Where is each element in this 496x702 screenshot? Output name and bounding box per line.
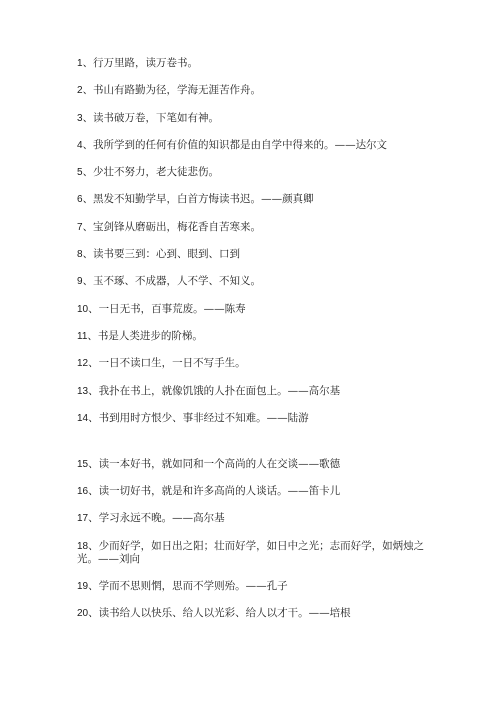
quote-text: 、少壮不努力，老大徒悲伤。 xyxy=(82,166,220,179)
quote-text: 、书是人类进步的阶梯。 xyxy=(87,329,203,342)
quote-number: 1 xyxy=(77,58,83,69)
quote-text: 、学而不思则惘，思而不学则殆。 xyxy=(88,580,246,593)
quote-item xyxy=(77,485,432,498)
quote-item xyxy=(77,330,432,343)
quote-author: ——达尔文 xyxy=(334,138,388,151)
quote-author: ——培根 xyxy=(308,607,351,620)
quote-item xyxy=(77,139,432,152)
quote-number: 9 xyxy=(77,276,83,288)
quote-item xyxy=(77,57,432,70)
quote-number: 3 xyxy=(77,112,83,124)
quote-text: 、读一切好书，就是和许多高尚的人谈话。 xyxy=(88,485,288,498)
quote-item xyxy=(77,248,432,261)
quote-number: 18 xyxy=(77,540,89,552)
quote-number: 10 xyxy=(77,303,89,315)
quote-item xyxy=(77,458,432,471)
quote-text: 、宝剑锋从磨砺出，梅花香自苦寒来。 xyxy=(82,220,262,233)
quote-text: 、读书要三到：心到、眼到、口到 xyxy=(82,248,241,261)
quote-number: 19 xyxy=(77,581,89,593)
quote-item xyxy=(77,357,432,370)
quote-number: 15 xyxy=(77,458,89,470)
quote-item xyxy=(77,540,432,566)
quote-item xyxy=(77,412,432,425)
quote-author: ——歌德 xyxy=(298,457,341,470)
quote-text: 、一日不读口生，一日不写手生。 xyxy=(88,357,246,370)
quote-item xyxy=(77,607,432,620)
quote-text: 、一日无书，百事荒废。 xyxy=(88,302,204,315)
quote-item xyxy=(77,221,432,234)
quote-number: 6 xyxy=(77,194,83,206)
quote-item xyxy=(77,166,432,179)
quote-text: 、书山有路勤为径，学海无涯苦作舟。 xyxy=(82,84,262,97)
quote-author: ——高尔基 xyxy=(287,384,341,397)
quote-author: ——孔子 xyxy=(245,580,288,593)
quote-item xyxy=(77,275,432,288)
quote-number: 8 xyxy=(77,249,83,261)
quote-text: 、我所学到的任何有价值的知识都是由自学中得来的。 xyxy=(82,138,335,151)
quote-number: 13 xyxy=(77,385,89,397)
quote-number: 2 xyxy=(77,85,83,97)
quote-item xyxy=(77,193,432,206)
quote-text: 、我扑在书上，就像饥饿的人扑在面包上。 xyxy=(88,384,288,397)
quote-text: 、黑发不知勤学早，白首方悔读书迟。 xyxy=(82,193,262,206)
quote-text: 、学习永远不晚。 xyxy=(88,512,173,525)
quote-number: 14 xyxy=(77,412,89,424)
quote-item xyxy=(77,84,432,97)
quote-number: 12 xyxy=(77,358,89,370)
quote-item xyxy=(77,385,432,398)
quote-item xyxy=(77,303,432,316)
quote-item xyxy=(77,580,432,593)
quote-text: 、书到用时方恨少、事非经过不知难。 xyxy=(88,411,267,424)
quote-number: 17 xyxy=(77,513,89,525)
quote-text: 、少而好学，如日出之阳；壮而好学，如日中之光；志而好学，如炳烛之光。 xyxy=(77,539,425,565)
quote-text: 、玉不琢、不成器，人不学、不知义。 xyxy=(82,275,262,288)
quote-number: 16 xyxy=(77,486,89,498)
quote-item xyxy=(77,512,432,525)
quote-number: 5 xyxy=(77,167,83,179)
quote-text: 、读书破万卷，下笔如有神。 xyxy=(82,111,220,124)
quote-text: 、行万里路，读万卷书。 xyxy=(82,57,199,69)
quote-author: ——陆游 xyxy=(266,411,309,424)
quote-text: 、读一本好书，就如同和一个高尚的人在交谈 xyxy=(88,457,299,470)
quote-number: 11 xyxy=(77,330,88,342)
quote-author: ——陈寿 xyxy=(203,302,246,315)
quote-item xyxy=(77,112,432,125)
quote-number: 4 xyxy=(77,139,83,151)
quote-number: 7 xyxy=(77,221,83,233)
quote-author: ——刘向 xyxy=(98,552,140,565)
quote-number: 20 xyxy=(77,608,89,620)
quote-list xyxy=(77,57,432,635)
quote-author: ——颜真卿 xyxy=(261,193,314,206)
quote-author: ——笛卡儿 xyxy=(287,485,341,498)
quote-text: 、读书给人以快乐、给人以光彩、给人以才干。 xyxy=(88,607,309,620)
quote-author: ——高尔基 xyxy=(172,512,225,525)
